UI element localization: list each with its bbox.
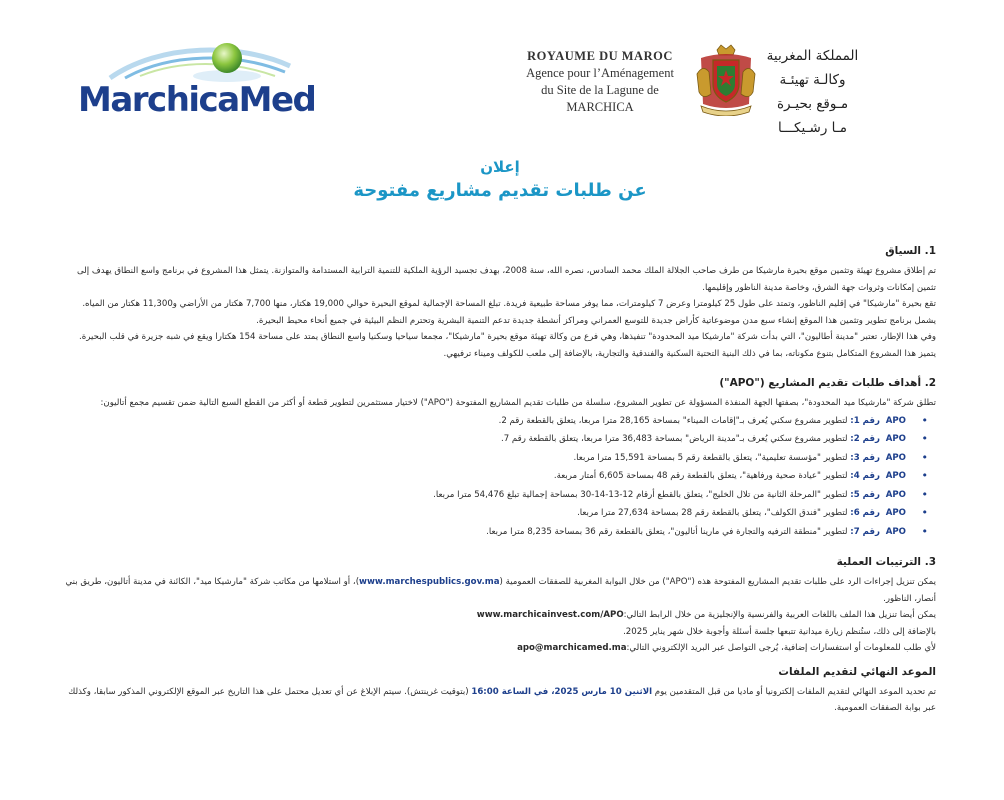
section-3-paragraph-1: يمكن تنزيل إجراءات الرد على طلبات تقديم المشاريع المفتوحة هذه ("APO") من خلال البوابة المغربية للصفقات العمومية (www.marchespublics.gov.ma)، أو استلامها من مكاتب شركة "مارشيكا ميد"، الكائنة في مدينة أتاليون، طريق بني أنصار، الناظور. (65, 577, 936, 604)
french-header (510, 48, 690, 116)
deadline-heading: الموعد النهائي لتقديم الملفات (778, 665, 936, 678)
coat-of-arms-icon (693, 44, 759, 116)
title-line-1: إعلان (480, 158, 520, 176)
marchicainvest-link[interactable]: www.marchicainvest.com/APO (476, 610, 624, 620)
list-item: • APO رقم 4: لتطوير "عيادة صحية ورفاهية"، يتعلق بالقطعة رقم 48 بمساحة 6,605 أمتار مربعة. (60, 467, 906, 486)
section-1-heading: 1. السياق (885, 245, 936, 257)
announcement-body (60, 236, 936, 717)
section-2-intro: تطلق شركة "مارشيكا ميد المحدودة"، بصفتها الجهة المنفذة المسؤولة عن تطوير المشروع، سلسلة من طلبات تقديم المشاريع المفتوحة ("APO") لاختيار مستثمرين لتطوير قطعة أو أكثر من القطع السبع التالية ضمن تقسيم مجمع أتاليون: (100, 398, 936, 408)
marchicamed-logo (70, 38, 340, 128)
deadline-date: الاثنين 10 مارس 2025، في الساعة 16:00 (471, 686, 653, 697)
section-3-paragraph-2: يمكن أيضا تنزيل هذا الملف باللغات العربية والفرنسية والإنجليزية من خلال الرابط التالي:www.marchicainvest.com/APO (476, 610, 936, 620)
arabic-header (765, 44, 860, 140)
title-line-2: عن طلبات تقديم مشاريع مفتوحة (353, 180, 647, 201)
apo-list (60, 412, 936, 542)
list-item: • APO رقم 3: لتطوير "مؤسسة تعليمية"، يتعلق بالقطعة رقم 5 بمساحة 15,591 مترا مربعا. (60, 449, 906, 468)
logo-wordmark: MarchicaMed (78, 80, 316, 120)
marchespublics-link[interactable]: www.marchespublics.gov.ma (359, 577, 500, 587)
agency-line-2-fr: du Site de la Lagune de (541, 83, 659, 97)
section-1-paragraph-1: تم إطلاق مشروع تهيئة وتثمين موقع بحيرة مارشيكا من طرف صاحب الجلالة الملك محمد السادس، نصره الله، سنة 2008، بهدف تجسيد الرؤية الملكية للتنمية الترابية المستدامة والمتوازنة. يتمثل هذا المشروع في برنامج واسع النطاق يهدف إلى تثمين إمكانات وثروات جهة الشرق، وخاصة مدينة الناظور وإقليمها. (76, 266, 936, 293)
section-2-heading: 2. أهداف طلبات تقديم المشاريع ("APO") (719, 377, 936, 389)
section-1-paragraph-4: وفي هذا الإطار، تعتبر "مدينة أطاليون"، التي بدأت شركة "مارشيكا ميد المحدودة" تنفيذها، وهي فرع من وكالة تهيئة موقع بحيرة "مارشيكا"، مجمعا سياحيا وسكنيا واسع النطاق يمتد على مساحة 154 هكتارا ويقع في شبه جزيرة في قلب البحيرة. يتميز هذا المشروع المتكامل بتنوع مكوناته، بما في ذلك البنية التحتية السكنية والفندقية والتجارية، بالإضافة إلى ملعب للكولف وميناء ترفيهي. (79, 332, 936, 359)
list-item: • APO رقم 6: لتطوير "فندق الكولف"، يتعلق بالقطعة رقم 28 بمساحة 27,634 مترا مربعا. (60, 504, 906, 523)
section-3-paragraph-3: بالإضافة إلى ذلك، ستُنظم زيارة ميدانية تتبعها جلسة أسئلة وأجوبة خلال شهر يناير 2025. (623, 626, 936, 637)
agency-line-2-ar: مـا رشـيكـــا (778, 120, 847, 136)
section-1-paragraph-2: تقع بحيرة "مارشيكا" في إقليم الناظور، وتمتد على طول 25 كيلومترا وعرض 7 كيلومترات، مما يوفر مساحة طبيعية فريدة. تبلغ المساحة الإجمالية لموقع البحيرة حوالي 19,000 هكتار، منها 7,700 هكتار من الأراضي و11,300 هكتار من المياه. (82, 299, 936, 309)
list-item: • APO رقم 1: لتطوير مشروع سكني يُعرف بـ"إقامات الميناء" بمساحة 28,165 مترا مربعا، يتعلق بالقطعة رقم 2. (60, 412, 906, 431)
section-1-paragraph-3: يشمل برنامج تطوير وتثمين هذا الموقع إنشاء سبع مدن موضوعاتية كأراض جديدة للتوسع العمراني ومراكز أنشطة جديدة تدعم التنمية البشرية وتحترم النظم البيئية في جميع أنحاء محيط البحيرة. (256, 315, 936, 326)
list-item: • APO رقم 2: لتطوير مشروع سكني يُعرف بـ"مدينة الرياض" بمساحة 36,483 مترا مربعا، يتعلق بالقطعة رقم 7. (60, 430, 906, 449)
kingdom-title-ar: المملكة المغربية (766, 48, 859, 64)
section-3-paragraph-4: لأي طلب للمعلومات أو استفسارات إضافية، يُرجى التواصل عبر البريد الإلكتروني التالي:apo@marchicamed.ma (517, 643, 936, 653)
list-item: • APO رقم 5: لتطوير "المرحلة الثانية من تلال الخليج"، يتعلق بالقطع أرقام 12-13-14-30 بمساحة إجمالية تبلغ 54,476 مترا مربعا. (60, 486, 906, 505)
agency-line-1-ar: وكالـة تهيئـة مـوقع بحيـرة (776, 72, 849, 112)
list-item: • APO رقم 7: لتطوير "منطقة الترفيه والتجارة في مارينا أتاليون"، يتعلق بالقطعة رقم 36 بمساحة 8,235 مترا مربعا. (60, 523, 906, 542)
contact-email-link[interactable]: apo@marchicamed.ma (517, 643, 627, 653)
announcement-title (250, 156, 750, 204)
section-3-heading: 3. الترتيبات العملية (836, 556, 936, 568)
deadline-paragraph: تم تحديد الموعد النهائي لتقديم الملفات إلكترونيا أو ماديا من قبل المتقدمين يوم الاثنين 10 مارس 2025، في الساعة 16:00 (بتوقيت غرينتش). سيتم الإبلاغ عن أي تعديل محتمل على هذا التاريخ عبر الموقع الإلكتروني المذكور سابقا، وكذلك عبر بوابة الصفقات العمومية. (68, 686, 936, 713)
agency-line-3-fr: MARCHICA (566, 100, 634, 114)
kingdom-title-fr: ROYAUME DU MAROC (527, 49, 673, 63)
agency-line-1-fr: Agence pour l’Aménagement (526, 66, 674, 80)
